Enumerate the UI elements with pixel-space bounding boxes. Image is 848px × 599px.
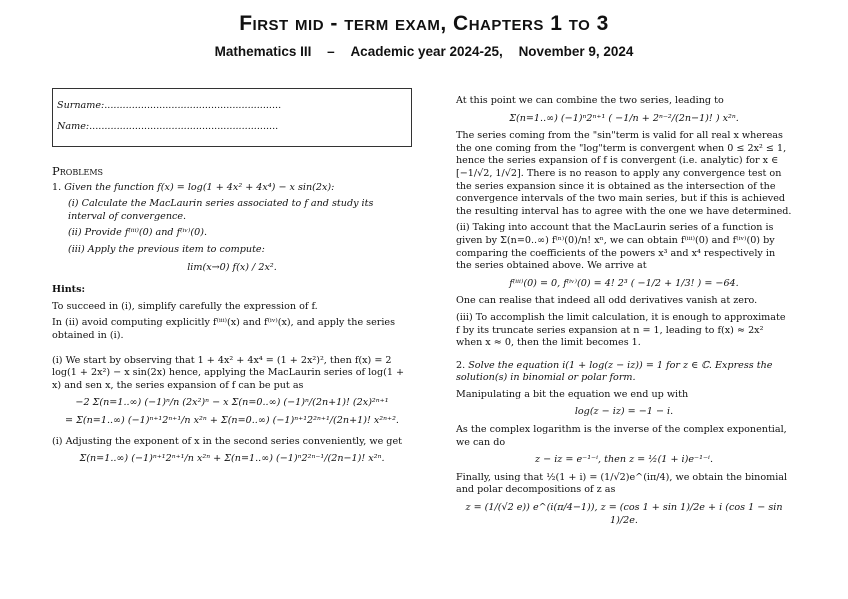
combined-series: Σ(n=1..∞) (−1)ⁿ2ⁿ⁺¹ ( −1/n + 2ⁿ⁻²/(2n−1)! ) x²ⁿ. bbox=[509, 112, 739, 124]
inverse-text: As the complex logarithm is the inverse of the complex exponential, we can do bbox=[456, 424, 787, 448]
subtitle-dash: – bbox=[327, 44, 335, 59]
derivative-values: f⁽ⁱⁱⁱ⁾(0) = 0, f⁽ⁱᵛ⁾(0) = 4! 2³ ( −1/2 + 1/3! ) = −64. bbox=[509, 277, 739, 289]
problem-2 bbox=[456, 360, 792, 385]
problem-2-number: 2. bbox=[456, 359, 466, 371]
hints-label: Hints: bbox=[52, 284, 86, 296]
z-equation: z − iz = e⁻¹⁻ⁱ, then z = ½(1 + i)e⁻¹⁻ⁱ. bbox=[535, 454, 713, 466]
odd-derivatives-text: One can realise that indeed all odd derivatives vanish at zero. bbox=[456, 295, 758, 307]
problem-1-number: 1. bbox=[52, 181, 62, 193]
academic-year: Academic year 2024-25, bbox=[350, 44, 503, 59]
exam-title: First mid - term exam, Chapters 1 to 3 bbox=[239, 12, 609, 35]
exam-date: November 9, 2024 bbox=[518, 44, 634, 59]
problems-heading: Problems bbox=[52, 164, 104, 178]
final-solution: z = (1/(√2 e)) e^(i(π/4−1)), z = (cos 1 + sin 1)/2e + i (cos 1 − sin 1)/2e. bbox=[465, 502, 783, 526]
course-name: Mathematics III bbox=[214, 44, 312, 59]
right-column bbox=[456, 91, 792, 532]
solution-iii-text: (iii) To accomplish the limit calculation, it is enough to approximate f by its truncate series expansion at n = 1, leading to f(x) ≈ 2x² when x ≈ 0, then the limit becomes 1. bbox=[456, 311, 786, 349]
solution-i-adjust: (i) Adjusting the exponent of x in the second series conveniently, we get bbox=[52, 435, 402, 447]
finally-text: Finally, using that ½(1 + i) = (1/√2)e^(iπ/4), we obtain the binomial and polar decompositions of z as bbox=[456, 471, 788, 496]
exam-subtitle bbox=[0, 44, 848, 59]
series-equation-3: Σ(n=1..∞) (−1)ⁿ⁺¹2ⁿ⁺¹/n x²ⁿ + Σ(n=1..∞) (−1)ⁿ2²ⁿ⁻¹/(2n−1)! x²ⁿ. bbox=[79, 453, 385, 465]
name-line[interactable]: Name:.............................................................. bbox=[57, 120, 279, 132]
combine-text: At this point we can combine the two series, leading to bbox=[456, 95, 724, 106]
problem-1-item-i: (i) Calculate the MacLaurin series associated to f and study its interval of convergence. bbox=[68, 198, 374, 222]
problem-1-item-iii: (iii) Apply the previous item to compute: bbox=[68, 243, 265, 255]
limit-expression: lim(x→0) f(x) / 2x². bbox=[187, 261, 277, 273]
series-equation-2: = Σ(n=1..∞) (−1)ⁿ⁺¹2ⁿ⁺¹/n x²ⁿ + Σ(n=0..∞) (−1)ⁿ⁺¹2²ⁿ⁺¹/(2n+1)! x²ⁿ⁺². bbox=[65, 414, 399, 426]
problem-1-statement: Given the function f(x) = log(1 + 4x² + 4x⁴) − x sin(2x): bbox=[64, 181, 335, 193]
manipulate-text: Manipulating a bit the equation we end up with bbox=[456, 388, 689, 400]
convergence-text: The series coming from the "sin"term is valid for all real x whereas the one coming from the "log"term is convergent when 0 ≤ 2x² ≤ 1, hence the series expansion of f is convergent (i.e. analytic) for x ∈ [−1/√2, 1/√2]. There is no reason to apply any convergence test on the series expansion since it is obtained as the intersection of the convergence intervals of the two main series, but if this is achieved the resulting interval has to agree with the one we have determined. bbox=[456, 130, 792, 217]
log-equation: log(z − iz) = −1 − i. bbox=[574, 406, 674, 418]
left-column bbox=[52, 88, 412, 471]
problem-1-item-ii: (ii) Provide f⁽ⁱⁱⁱ⁾(0) and f⁽ⁱᵛ⁾(0). bbox=[68, 227, 208, 239]
student-info-box bbox=[52, 88, 412, 147]
surname-line[interactable]: Surname:.......................................................... bbox=[57, 100, 282, 111]
hint-1: To succeed in (i), simplify carefully the expression of f. bbox=[52, 300, 318, 312]
solution-ii-text: (ii) Taking into account that the MacLaurin series of a function is given by Σ(n=0..∞) f⁽ⁿ⁾(0)/n! xⁿ, we can obtain f⁽ⁱⁱⁱ⁾(0) and f⁽ⁱᵛ⁾(0) by comparing the coefficients of the powers x³ and x⁴ respectively in the series obtained above. We arrive at bbox=[456, 222, 776, 272]
series-equation-1: −2 Σ(n=1..∞) (−1)ⁿ/n (2x²)ⁿ − x Σ(n=0..∞) (−1)ⁿ/(2n+1)! (2x)²ⁿ⁺¹ bbox=[75, 397, 389, 409]
solution-i-intro: (i) We start by observing that 1 + 4x² + 4x⁴ = (1 + 2x²)², then f(x) = 2 log(1 + 2x²) − x sin(2x) hence, applying the MacLaurin series of log(1 + x) and sen x, the series expansion of f can be put as bbox=[52, 354, 405, 391]
problem-2-statement: Solve the equation i(1 + log(z − iz)) = 1 for z ∈ ℂ. Express the solution(s) in binomial or polar form. bbox=[456, 359, 773, 384]
problem-1 bbox=[52, 182, 412, 466]
hint-2: In (ii) avoid computing explicitly f⁽ⁱⁱⁱ⁾(x) and f⁽ⁱᵛ⁾(x), and apply the series obtained in (i). bbox=[52, 317, 396, 341]
